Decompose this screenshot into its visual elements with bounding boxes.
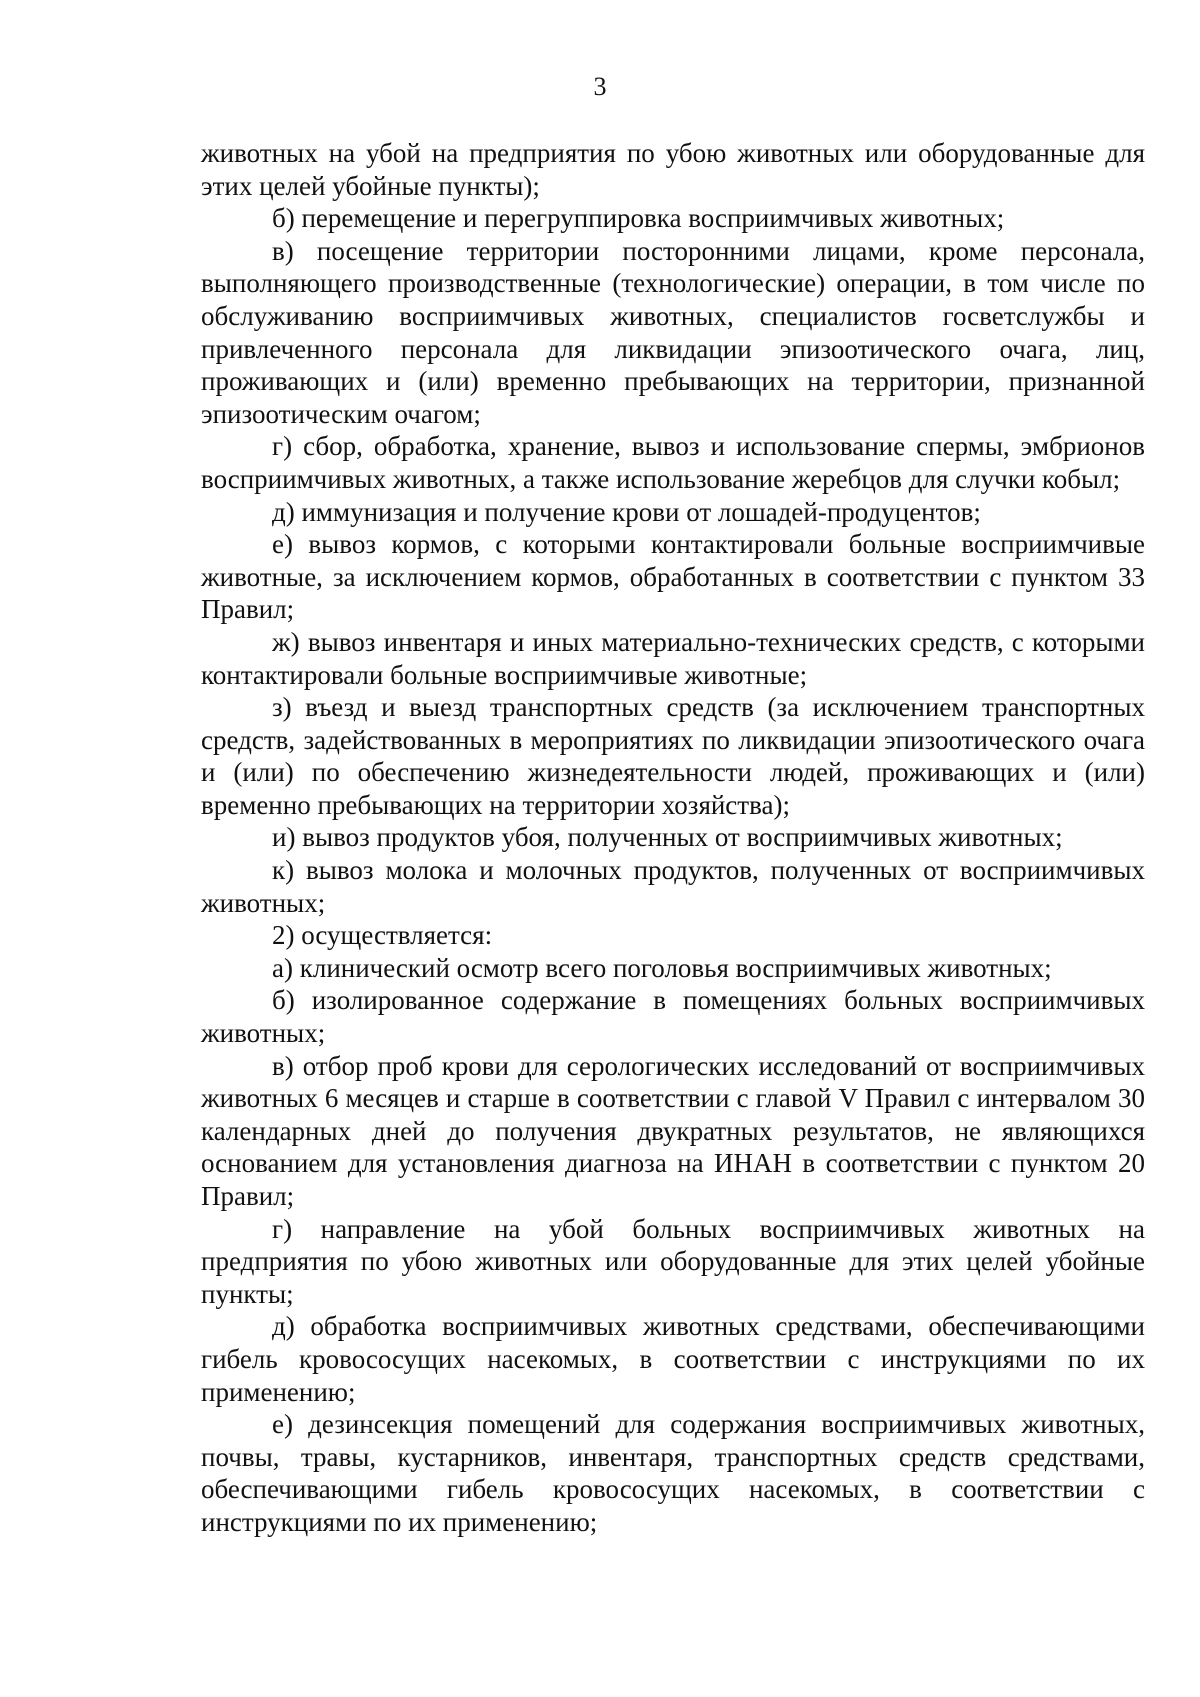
paragraph-item-a: а) клинический осмотр всего поголовья восприимчивых животных;: [272, 952, 1052, 983]
paragraph-item-k: к) вывоз молока и молочных продуктов, полученных от восприимчивых животных;: [201, 855, 1145, 918]
paragraph-item-g-2: г) направление на убой больных восприимчивых животных на предприятия по убою животных или оборудованные для этих целей убойные пункты;: [201, 1213, 1145, 1309]
page-number: 3: [593, 72, 607, 101]
paragraph-item-d: д) иммунизация и получение крови от лошадей-продуцентов;: [272, 496, 981, 527]
paragraph-item-e-2: е) дезинсекция помещений для содержания восприимчивых животных, почвы, травы, кустарников, инвентаря, транспортных средств средствами, обеспечивающими гибель кровососущих насекомых, в соответствии с инструкциями по их применению;: [201, 1409, 1145, 1537]
paragraph-item-zh: ж) вывоз инвентаря и иных материально-технических средств, с которыми контактировали больные восприимчивые животные;: [201, 626, 1145, 690]
paragraph-item-b-2: б) изолированное содержание в помещениях больных восприимчивых животных;: [201, 985, 1145, 1049]
paragraph-section-2: 2) осуществляется:: [272, 920, 493, 951]
paragraph-item-b: б) перемещение и перегруппировка восприимчивых животных;: [272, 203, 1005, 234]
paragraph-item-i: и) вывоз продуктов убоя, полученных от восприимчивых животных;: [272, 822, 1063, 853]
paragraph-item-d-2: д) обработка восприимчивых животных средствами, обеспечивающими гибель кровососущих насекомых, в соответствии с инструкциями по их применению;: [201, 1311, 1145, 1407]
paragraph-continuation: животных на убой на предприятия по убою животных или оборудованные для этих целей убойные пункты);: [201, 138, 1145, 201]
document-body: [201, 137, 1145, 1539]
paragraph-item-v: в) посещение территории посторонними лицами, кроме персонала, выполняющего производственные (технологические) операции, в том числе по обслуживанию восприимчивых животных, специалистов госветслужбы и привлеченного персонала для ликвидации эпизоотического очага, лиц, проживающих и (или) временно пребывающих на территории, признанной эпизоотическим очагом;: [201, 235, 1145, 429]
paragraph-item-v-2: в) отбор проб крови для серологических исследований от восприимчивых животных 6 месяцев и старше в соответствии с главой V Правил с интервалом 30 календарных дней до получения двукратных результатов, не являющихся основанием для установления диагноза на ИНАН в соответствии с пунктом 20 Правил;: [201, 1050, 1145, 1211]
paragraph-item-z: з) въезд и выезд транспортных средств (за исключением транспортных средств, задействованных в мероприятиях по ликвидации эпизоотического очага и (или) по обеспечению жизнедеятельности людей, проживающих и (или) временно пребывающих на территории хозяйства);: [201, 692, 1145, 820]
paragraph-item-e: е) вывоз кормов, с которыми контактировали больные восприимчивые животные, за исключением кормов, обработанных в соответствии с пунктом 33 Правил;: [201, 529, 1145, 625]
paragraph-item-g: г) сбор, обработка, хранение, вывоз и использование спермы, эмбрионов восприимчивых животных, а также использование жеребцов для случки кобыл;: [201, 431, 1145, 494]
